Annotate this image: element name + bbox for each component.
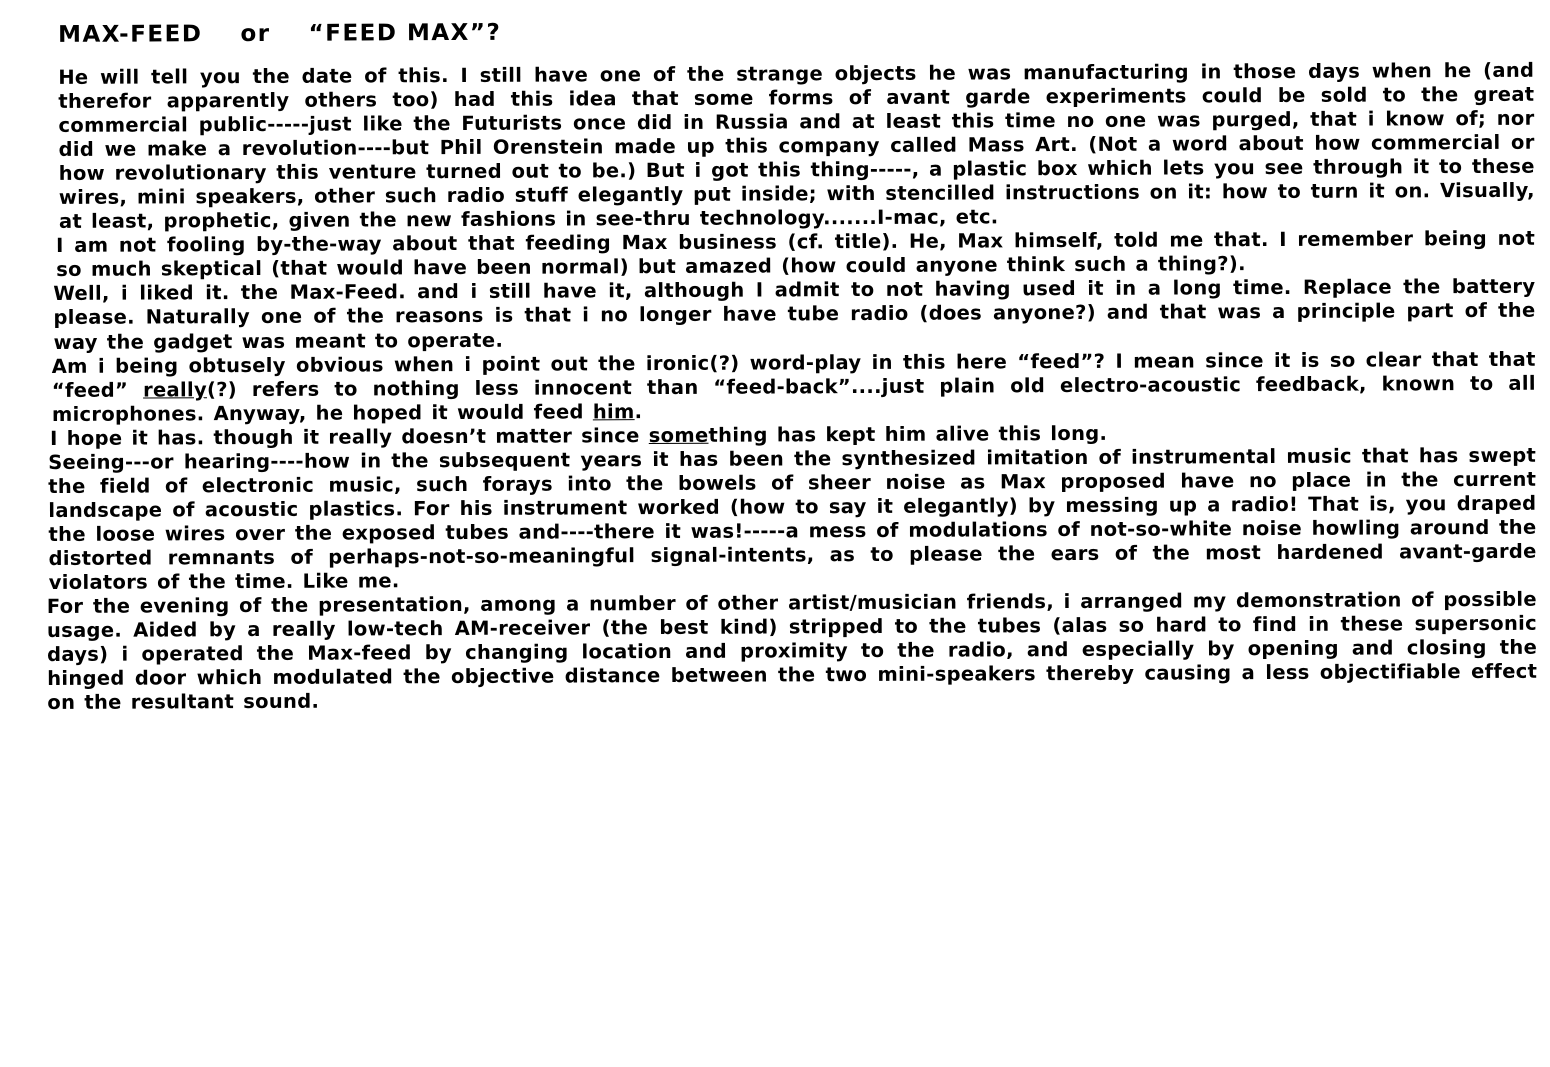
underlined-word-him: him <box>592 399 635 423</box>
paragraph-7: For the evening of the presentation, among a number of other artist/musician friends, i arranged my demonstration of possible usage. Aided by a really low-tech AM-receiver (the best kind) stripped to the tubes (alas so hard to find in these supersonic days) i operated the Max-feed by changing location and proximity to the radio, and especially by opening and closing the hinged door which modulated the objective distance between the two mini-speakers thereby causing a less objectifiable effect on the resultant sound. <box>46 587 1538 715</box>
underlined-word-some: some <box>648 423 709 447</box>
paragraph-4-text-b: (?) refers to nothing less innocent than “feed-back”....just plain old electro-acoustic feedback, known to all microphones. Anyway, he hoped it would feed <box>51 371 1536 426</box>
paragraph-5-text-a: I hope it has. though it really doesn’t matter since <box>49 423 649 450</box>
paragraph-1: He will tell you the date of this. I still have one of the strange objects he was manufacturing in those days when he (and therefor apparently others too) had this idea that some forms of avant garde experiments could be sold to the great commercial public-----just like the Futurists once did in Russia and at least this time no one was purged, that i know of; nor did we make a revolution----but Phil Orenstein made up this company called Mass Art. (Not a word about how commercial or how revolutionary this venture turned out to be.) But i got this thing-----, a plastic box which lets you see through it to these wires, mini speakers, other such radio stuff elegantly put inside; with stencilled instructions on it: how to turn it on. Visually, at least, prophetic, given the new fashions in see-thru technology.......I-mac, etc. <box>58 58 1535 234</box>
paragraph-4 <box>52 347 1536 426</box>
paragraph-5-text-b: thing has kept him alive this long. <box>708 421 1108 447</box>
underlined-word-really: really <box>143 377 208 402</box>
paragraph-3: Well, i liked it. the Max-Feed. and i still have it, although I admit to not having used it in a long time. Replace the battery please. Naturally one of the reasons is that i no longer have tube radio (does anyone?) and that was a principle part of the way the gadget was meant to operate. <box>53 275 1536 354</box>
paragraph-4-text-a: Am i being obtusely obvious when i point out the ironic(?) word-play in this here “feed”? I mean since it is so clear that that “feed” <box>51 347 1536 402</box>
document-body <box>44 59 1537 716</box>
document-page <box>44 13 1537 716</box>
paragraph-4-text-c: . <box>634 399 643 423</box>
paragraph-2: I am not fooling by-the-way about that feeding Max business (cf. title). He, Max himself, told me that. I remember being not so much skeptical (that would have been normal) but amazed (how could anyone think such a thing?). <box>56 227 1536 282</box>
paragraph-6: Seeing---or hearing----how in the subsequent years it has been the synthesized imitation of instrumental music that has swept the field of electronic music, such forays into the bowels of sheer noise as Max proposed have no place in the current landscape of acoustic plastics. For his instrument worked (how to say it elegantly) by messing up a radio! That is, you draped the loose wires over the exposed tubes and----there it was!-----a mess of modulations of not-so-white noise howling around the distorted remnants of perhaps-not-so-meaningful signal-intents, as to please the ears of the most hardened avant-garde violators of the time. Like me. <box>48 443 1537 594</box>
page-title: MAX-FEED or “FEED MAX”? <box>58 19 502 48</box>
